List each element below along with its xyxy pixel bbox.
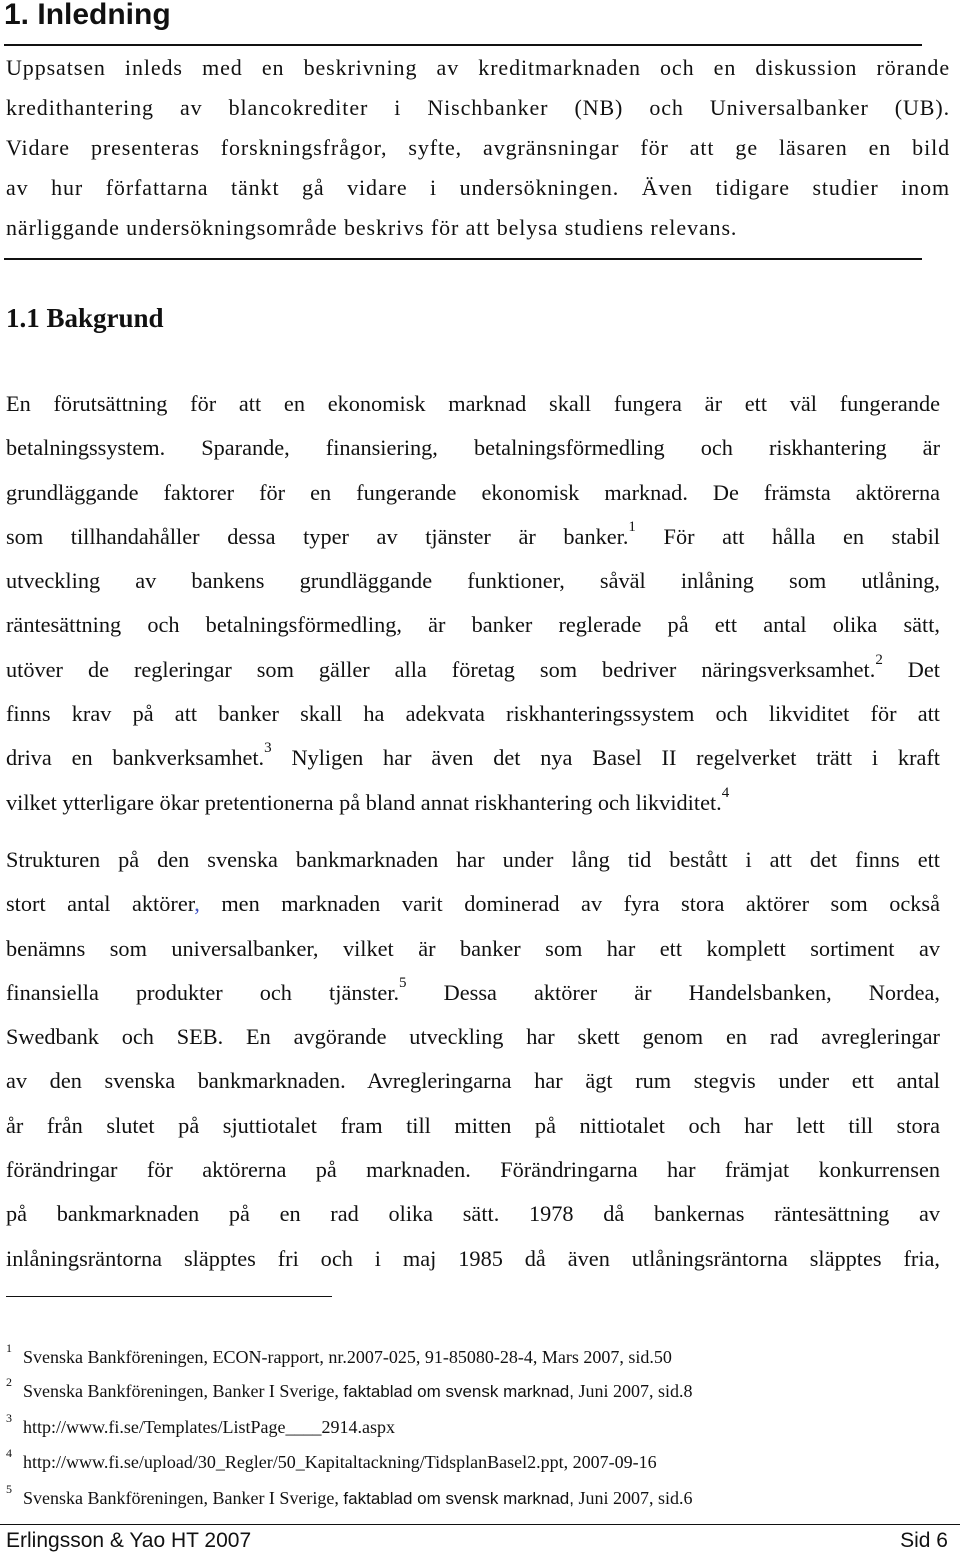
text-line: stort antal aktörer, men marknaden varit dominerad av fyra stora aktörer som också [6, 891, 940, 917]
text-line: benämns som universalbanker, vilket är banker som har ett komplett sortiment av [6, 935, 940, 961]
paragraph-bakgrund [6, 382, 940, 825]
section-heading: 1.1 Bakgrund [6, 303, 164, 333]
text-line: på bankmarknaden på en rad olika sätt. 1978 då bankernas räntesättning av [6, 1201, 940, 1227]
text-line: finansiella produkter och tjänster.$^5$ Dessa aktörer är Handelsbanken, Nordea, [6, 974, 940, 1005]
footnote-number: 4 [6, 1446, 12, 1460]
intro-line: närliggande undersökningsområde beskrivs för att belysa studiens relevans. [6, 215, 738, 240]
text-line: vilket ytterligare ökar pretentionerna på bland annat riskhantering och likviditet.$^4$ [6, 784, 730, 815]
intro-line: Vidare presenteras forskningsfrågor, syfte, avgränsningar för att ge läsaren en bild [6, 135, 950, 160]
page-number: Sid 6 [900, 1529, 948, 1552]
text-line: Swedbank och SEB. En avgörande utveckling har skett genom en rad avregleringar [6, 1024, 940, 1050]
text-line: finns krav på att banker skall ha adekvata riskhanteringssystem och likviditet för att [6, 701, 940, 727]
heading-rule-top [4, 44, 922, 46]
text-line: år från slutet på sjuttiotalet fram till mitten på nittiotalet och har lett till stora [6, 1112, 940, 1138]
footnote-ref[interactable]: 3 [264, 740, 272, 757]
footnote-ref[interactable]: 4 [721, 784, 730, 801]
footnote-text: Svenska Bankföreningen, Banker I Sverige, faktablad om svensk marknad, Juni 2007, sid.8 [23, 1381, 693, 1401]
text-line: inlåningsräntorna släpptes fri och i maj 1985 då även utlåningsräntorna släpptes fria, [6, 1245, 940, 1271]
text-line: grundläggande faktorer för en fungerande ekonomisk marknad. De främsta aktörerna [6, 479, 940, 505]
footnote-separator [6, 1296, 332, 1297]
intro-line: kredithantering av blancokrediter i Nischbanker (NB) och Universalbanker (UB). [6, 95, 950, 120]
text-line: Strukturen på den svenska bankmarknaden har under lång tid bestått i att det finns ett [6, 847, 940, 872]
footnote-text: Svenska Bankföreningen, Banker I Sverige, faktablad om svensk marknad, Juni 2007, sid.6 [23, 1488, 693, 1508]
intro-line: Uppsatsen inleds med en beskrivning av kreditmarknaden och en diskussion rörande [6, 55, 950, 80]
footnote-number: 3 [6, 1411, 12, 1425]
intro-box [6, 48, 950, 248]
intro-line: av hur författarna tänkt gå vidare i undersökningen. Även tidigare studier inom [6, 175, 950, 200]
footnote-number: 1 [6, 1341, 12, 1355]
text-line: av den svenska bankmarknaden. Avregleringarna har ägt rum stegvis under ett antal [6, 1068, 940, 1094]
footnote-link[interactable]: http://www.fi.se/Templates/ListPage____2914.aspx [23, 1417, 396, 1437]
footer-authors: Erlingsson & Yao HT 2007 [6, 1529, 252, 1552]
text-line: utöver de regleringar som gäller alla företag som bedriver näringsverksamhet.$^2$ Det [6, 651, 940, 682]
text-line: som tillhandahåller dessa typer av tjänster är banker.$^1$ För att hålla en stabil [6, 518, 940, 549]
footnote-ref[interactable]: 5 [399, 974, 407, 991]
paragraph-struktur [6, 838, 940, 1281]
text-line: betalningssystem. Sparande, finansiering, betalningsförmedling och riskhantering är [6, 435, 940, 461]
footer-rule [0, 1524, 960, 1525]
footnote-text: Svenska Bankföreningen, ECON-rapport, nr.2007-025, 91-85080-28-4, Mars 2007, sid.50 [23, 1347, 672, 1367]
footnote-number: 2 [6, 1375, 12, 1389]
text-line: driva en bankverksamhet.$^3$ Nyligen har även det nya Basel II regelverket trätt i kraft [6, 740, 941, 771]
footnote-number: 5 [6, 1482, 12, 1496]
chapter-heading: 1. Inledning [4, 0, 171, 31]
footnote-ref[interactable]: 2 [875, 651, 883, 668]
text-line: förändringar för aktörerna på marknaden. Förändringarna har främjat konkurrensen [6, 1157, 940, 1183]
heading-rule-bottom [4, 258, 922, 260]
footnote-ref[interactable]: 1 [628, 518, 636, 535]
footnote-link[interactable]: http://www.fi.se/upload/30_Regler/50_Kapitaltackning/TidsplanBasel2.ppt, 2007-09-16 [23, 1452, 657, 1472]
text-line: utveckling av bankens grundläggande funktioner, såväl inlåning som utlåning, [6, 568, 940, 594]
text-line: räntesättning och betalningsförmedling, är banker reglerade på ett antal olika sätt, [6, 612, 940, 638]
text-line: En förutsättning för att en ekonomisk marknad skall fungera är ett väl fungerande [6, 391, 940, 416]
